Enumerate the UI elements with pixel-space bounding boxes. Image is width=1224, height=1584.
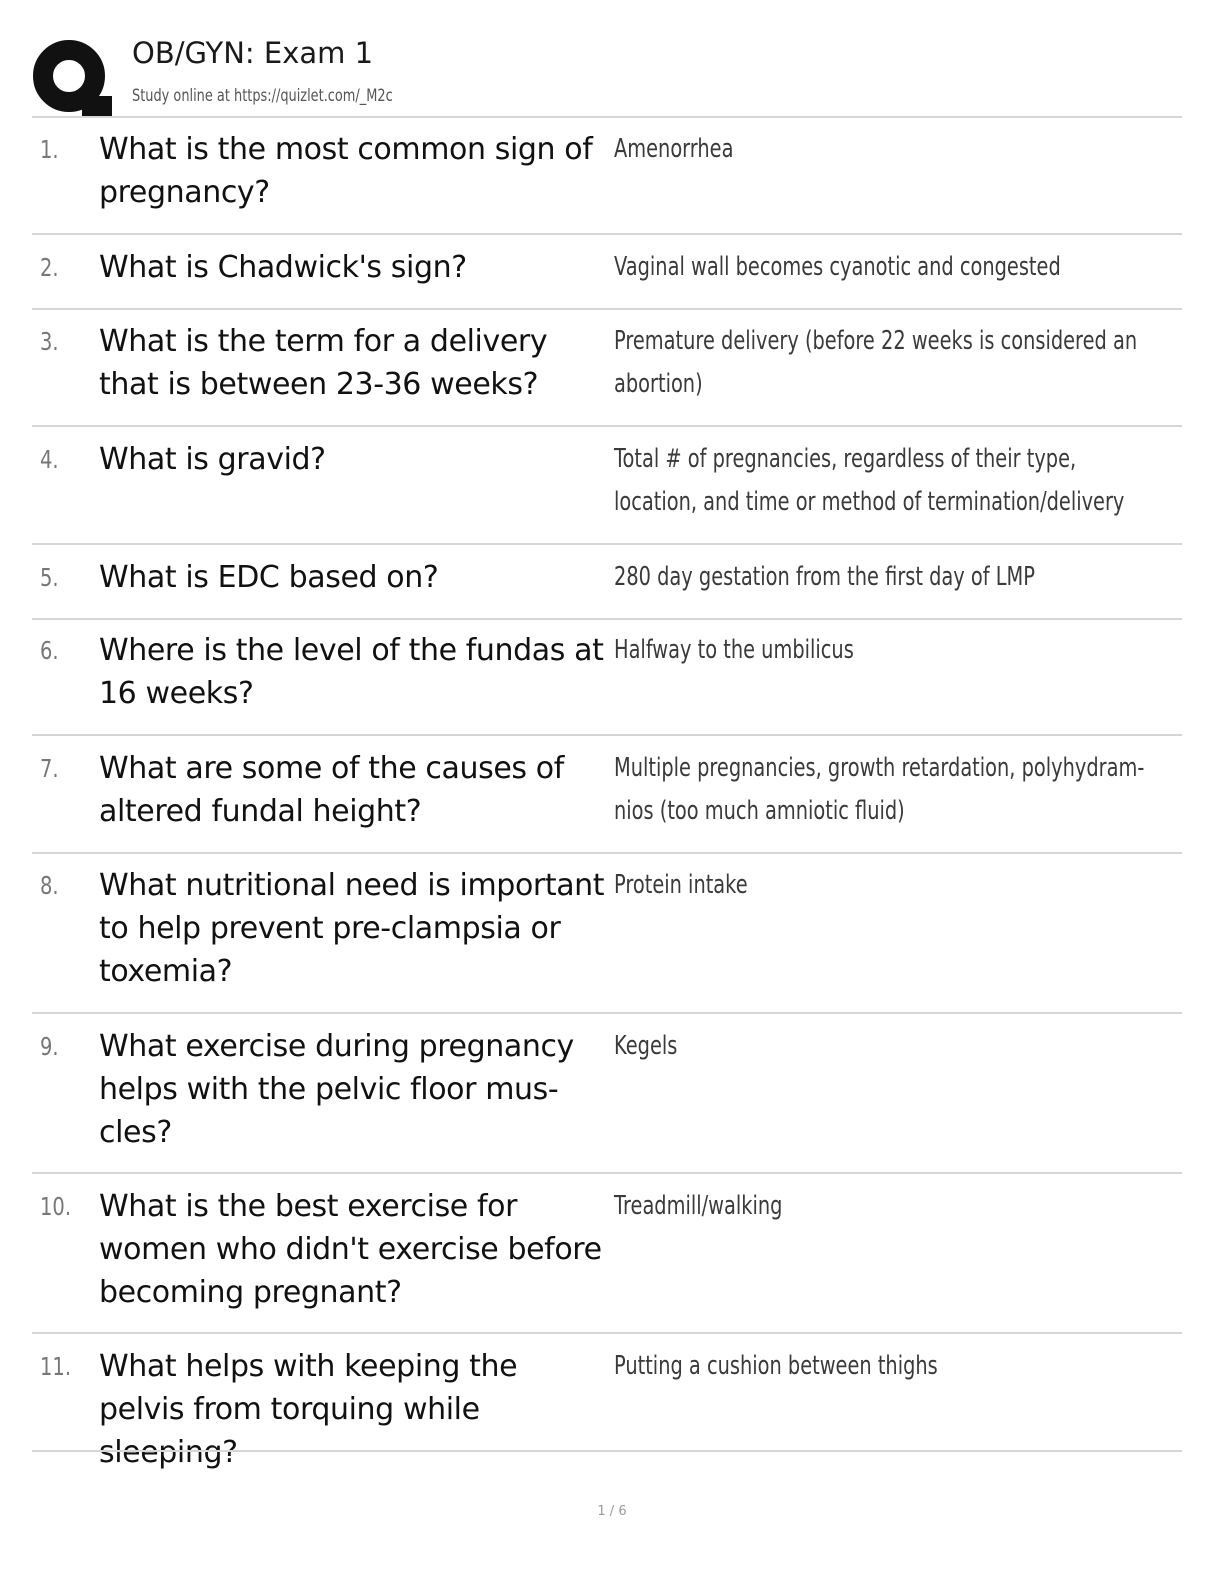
card-definition: Multiple pregnancies, growth retardation, polyhydram-nios (too much amniotic fluid)	[614, 753, 1145, 826]
card-definition: Total # of pregnancies, regardless of their type, location, and time or method of termination/delivery	[614, 444, 1125, 517]
divider	[32, 1332, 1182, 1334]
card-number: 7.	[40, 754, 59, 783]
card-definition: Premature delivery (before 22 weeks is considered an abortion)	[614, 326, 1138, 399]
card-number: 2.	[40, 253, 59, 282]
card-number: 3.	[40, 327, 59, 356]
card-definition: Vaginal wall becomes cyanotic and congested	[614, 252, 1061, 282]
divider	[32, 618, 1182, 620]
card-number: 9.	[40, 1032, 59, 1061]
card-term: What is the most common sign of pregnancy?	[99, 132, 593, 210]
card-definition: 280 day gestation from the first day of LMP	[614, 562, 1035, 592]
card-number: 4.	[40, 445, 59, 474]
card-number: 1.	[40, 135, 59, 164]
page-number: 1 / 6	[597, 1504, 627, 1519]
divider	[32, 233, 1182, 235]
divider	[32, 308, 1182, 310]
card-term: What are some of the causes of altered fundal height?	[99, 751, 564, 829]
card-term: What is the term for a delivery that is between 23-36 weeks?	[99, 324, 548, 402]
divider	[32, 1172, 1182, 1174]
set-title: OB/GYN: Exam 1	[132, 36, 374, 70]
card-term: What exercise during pregnancy helps with the pelvic floor mus-cles?	[99, 1029, 574, 1150]
divider	[32, 116, 1182, 118]
divider	[32, 425, 1182, 427]
card-definition: Kegels	[614, 1031, 678, 1061]
card-term: What is the best exercise for women who didn't exercise before becoming pregnant?	[99, 1189, 602, 1310]
card-number: 5.	[40, 563, 59, 592]
card-definition: Halfway to the umbilicus	[614, 635, 854, 665]
quizlet-logo-icon	[32, 38, 112, 118]
divider	[32, 734, 1182, 736]
card-number: 6.	[40, 636, 59, 665]
card-definition: Treadmill/walking	[614, 1191, 783, 1221]
study-link-text: Study online at https://quizlet.com/_M2c	[132, 86, 393, 106]
divider	[32, 1450, 1182, 1452]
card-definition: Putting a cushion between thighs	[614, 1351, 938, 1381]
card-term: What helps with keeping the pelvis from torquing while sleeping?	[99, 1349, 518, 1470]
card-definition: Amenorrhea	[614, 134, 734, 164]
card-definition: Protein intake	[614, 870, 748, 900]
card-number: 8.	[40, 871, 59, 900]
divider	[32, 1012, 1182, 1014]
card-number: 10.	[40, 1192, 72, 1221]
card-term: Where is the level of the fundas at 16 weeks?	[99, 633, 604, 711]
card-term: What is Chadwick's sign?	[99, 250, 467, 285]
card-term: What nutritional need is important to help prevent pre-clampsia or toxemia?	[99, 868, 605, 989]
card-number: 11.	[40, 1352, 72, 1381]
page-header	[32, 30, 1182, 116]
divider	[32, 852, 1182, 854]
card-term: What is gravid?	[99, 442, 326, 477]
divider	[32, 543, 1182, 545]
card-term: What is EDC based on?	[99, 560, 439, 595]
